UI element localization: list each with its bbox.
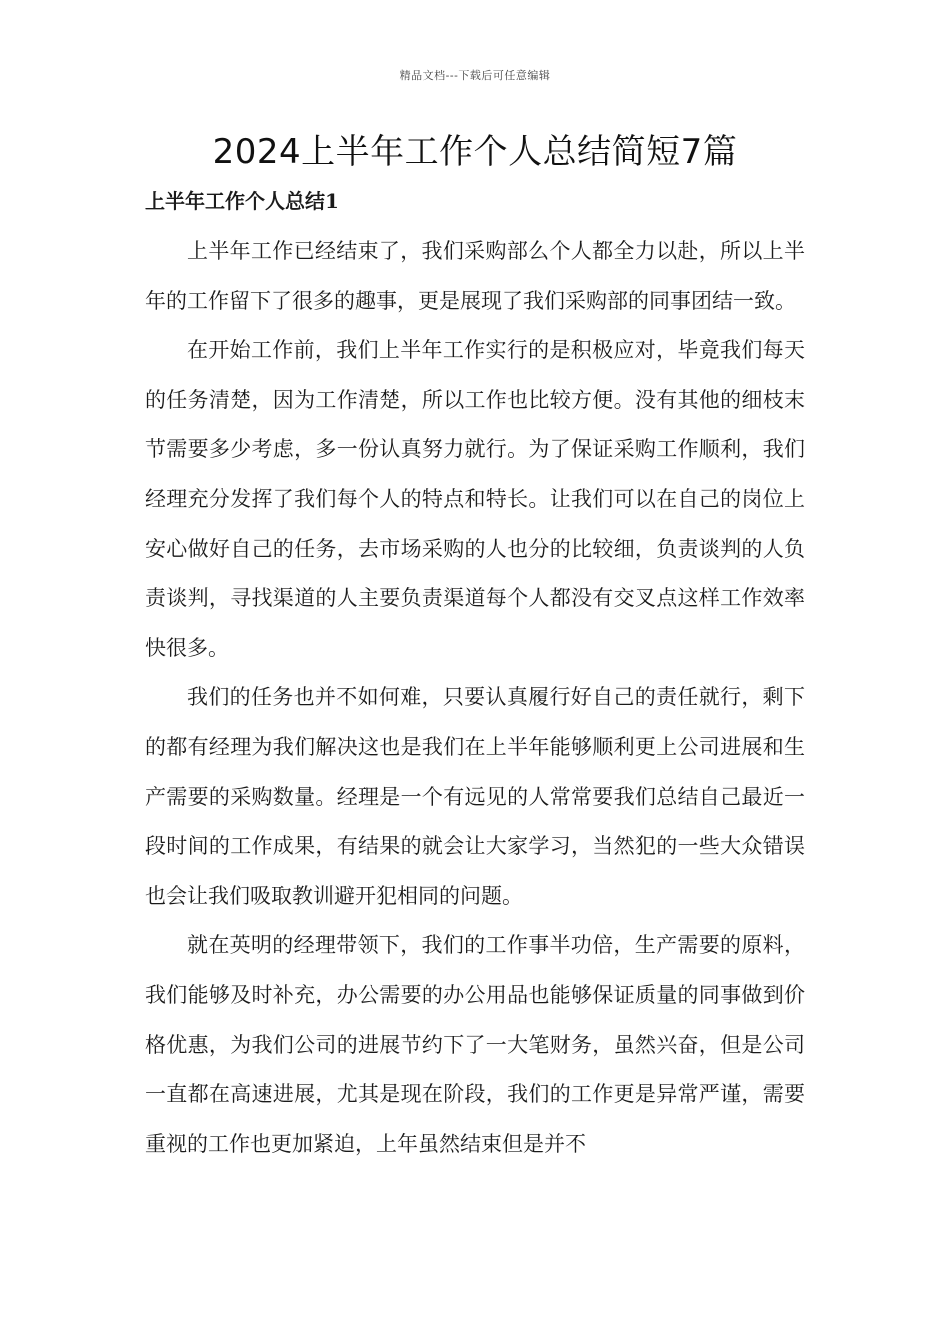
paragraph: 我们的任务也并不如何难，只要认真履行好自己的责任就行，剩下的都有经理为我们解决这也是我们在上半年能够顺利更上公司进展和生产需要的采购数量。经理是一个有远见的人常常要我们总结自己最近一段时间的工作成果，有结果的就会让大家学习，当然犯的一些大众错误也会让我们吸取教训避开犯相同的问题。 — [145, 685, 805, 908]
document-body — [145, 227, 805, 1169]
section-heading: 上半年工作个人总结1 — [145, 189, 339, 213]
paragraph: 就在英明的经理带领下，我们的工作事半功倍，生产需要的原料，我们能够及时补充，办公需要的办公用品也能够保证质量的同事做到价格优惠，为我们公司的进展节约下了一大笔财务，虽然兴奋，但是公司一直都在高速进展，尤其是现在阶段，我们的工作更是异常严谨，需要重视的工作也更加紧迫，上年虽然结束但是并不 — [145, 933, 805, 1156]
paragraph: 上半年工作已经结束了，我们采购部么个人都全力以赴，所以上半年的工作留下了很多的趣事，更是展现了我们采购部的同事团结一致。 — [145, 239, 805, 313]
header-note: 精品文档---下载后可任意编辑 — [399, 69, 551, 82]
paragraph: 在开始工作前，我们上半年工作实行的是积极应对，毕竟我们每天的任务清楚，因为工作清楚，所以工作也比较方便。没有其他的细枝末节需要多少考虑，多一份认真努力就行。为了保证采购工作顺利，我们经理充分发挥了我们每个人的特点和特长。让我们可以在自己的岗位上安心做好自己的任务，去市场采购的人也分的比较细，负责谈判的人负责谈判，寻找渠道的人主要负责渠道每个人都没有交叉点这样工作效率快很多。 — [145, 338, 805, 660]
document-title: 2024上半年工作个人总结简短7篇 — [212, 132, 738, 172]
